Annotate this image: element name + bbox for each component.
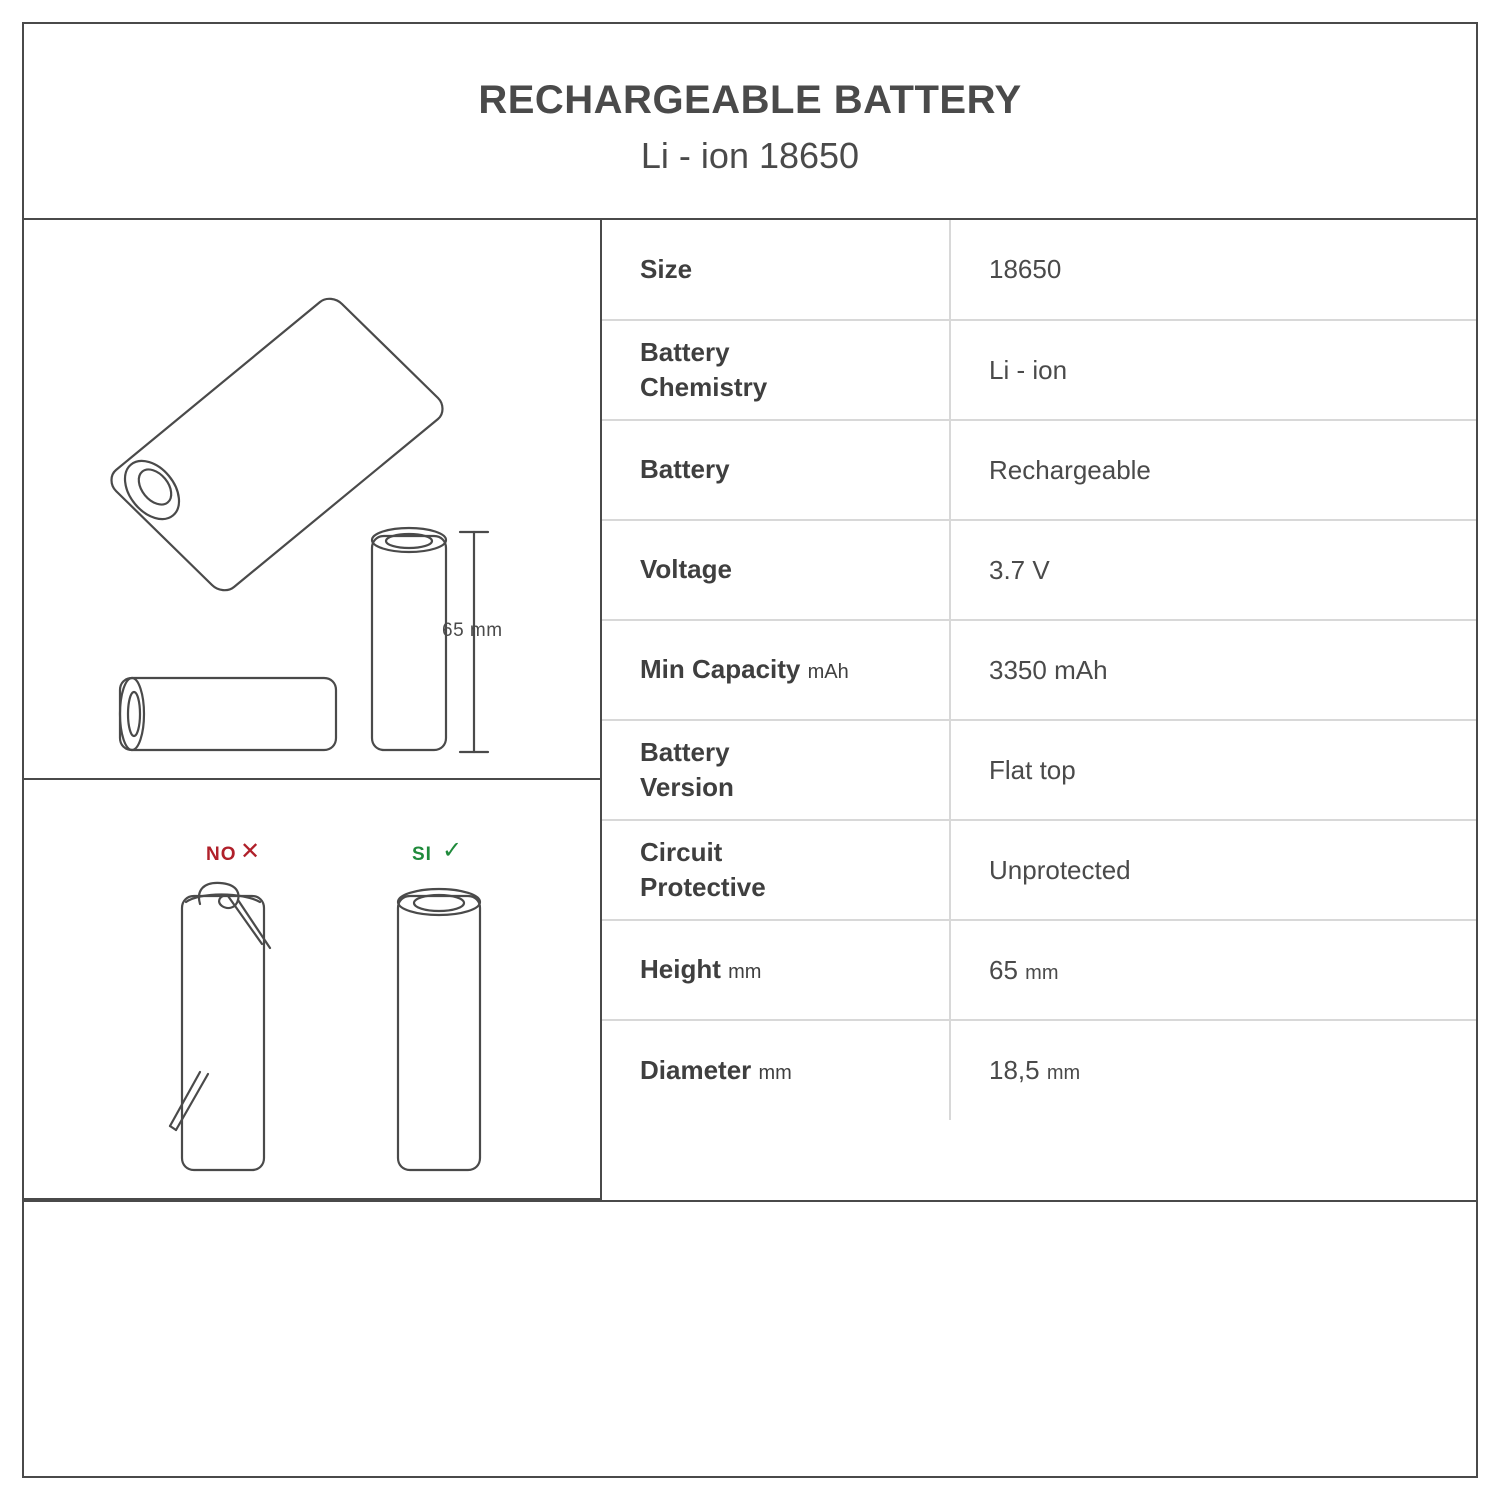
spec-value-text: Rechargeable <box>989 454 1151 485</box>
spec-value-text: 18650 <box>989 254 1062 284</box>
spec-key-unit: mm <box>758 1061 792 1084</box>
spec-key-text: Diameter <box>640 1054 752 1085</box>
spec-key-text: Battery <box>640 454 730 485</box>
spec-value-text: 3.7 V <box>989 554 1050 585</box>
spec-value-text: 65 <box>989 954 1018 985</box>
spec-value <box>950 720 1476 820</box>
table-row <box>602 920 1476 1020</box>
page-title: RECHARGEABLE BATTERY <box>478 78 1022 122</box>
spec-value-unit: mm <box>1025 961 1059 984</box>
spec-key <box>602 620 950 720</box>
page-subtitle: Li - ion 18650 <box>640 135 860 176</box>
spec-key <box>602 220 950 320</box>
spec-key: Battery Chemistry <box>602 320 950 420</box>
spec-key <box>602 420 950 520</box>
height-dimension-label: 65 mm <box>442 620 503 641</box>
table-row <box>602 720 1476 820</box>
spec-key-unit: mAh <box>807 661 849 684</box>
spec-value-unit: mm <box>1046 1062 1081 1084</box>
spec-key-text: Min Capacity <box>640 654 801 685</box>
spec-key-text: Size <box>640 253 693 284</box>
no-label: NO <box>206 844 237 865</box>
spec-table-body <box>602 220 1476 1120</box>
table-row <box>602 220 1476 320</box>
spec-value-text: 3350 mAh <box>989 654 1108 685</box>
spec-key <box>602 520 950 620</box>
battery-comparison-panel <box>24 780 602 1200</box>
sheet-header <box>24 24 1476 220</box>
spec-value <box>950 920 1476 1020</box>
spec-value-text: Li - ion <box>989 354 1068 385</box>
spec-key: Circuit Protective <box>602 820 950 920</box>
spec-value <box>950 620 1476 720</box>
comparison-drawing <box>24 780 602 1200</box>
spec-value-text: Flat top <box>989 754 1076 785</box>
check-icon: ✓ <box>442 837 463 864</box>
battery-illustration-panel <box>24 220 602 780</box>
spec-value <box>950 320 1476 420</box>
spec-value <box>950 220 1476 320</box>
table-row <box>602 520 1476 620</box>
table-row <box>602 420 1476 520</box>
spec-value <box>950 520 1476 620</box>
spec-value <box>950 1020 1476 1120</box>
specification-table <box>602 220 1476 1120</box>
spec-key <box>602 1020 950 1120</box>
spec-value <box>950 420 1476 520</box>
spec-value-text: 18,5 <box>989 1055 1040 1085</box>
spec-key-text: Height <box>640 954 721 985</box>
cross-icon: ✕ <box>240 838 261 865</box>
spec-key-unit: mm <box>728 961 762 984</box>
table-row <box>602 1020 1476 1120</box>
spec-sheet <box>22 22 1478 1478</box>
spec-key-text: Voltage <box>640 554 732 585</box>
si-label: SI <box>412 844 432 865</box>
spec-value-text: Unprotected <box>989 854 1131 885</box>
table-row <box>602 620 1476 720</box>
battery-drawing <box>24 220 602 780</box>
spec-key <box>602 920 950 1020</box>
table-row <box>602 320 1476 420</box>
spec-value <box>950 820 1476 920</box>
table-row <box>602 820 1476 920</box>
spec-key: Battery Version <box>602 720 950 820</box>
lower-divider <box>24 1200 1476 1202</box>
